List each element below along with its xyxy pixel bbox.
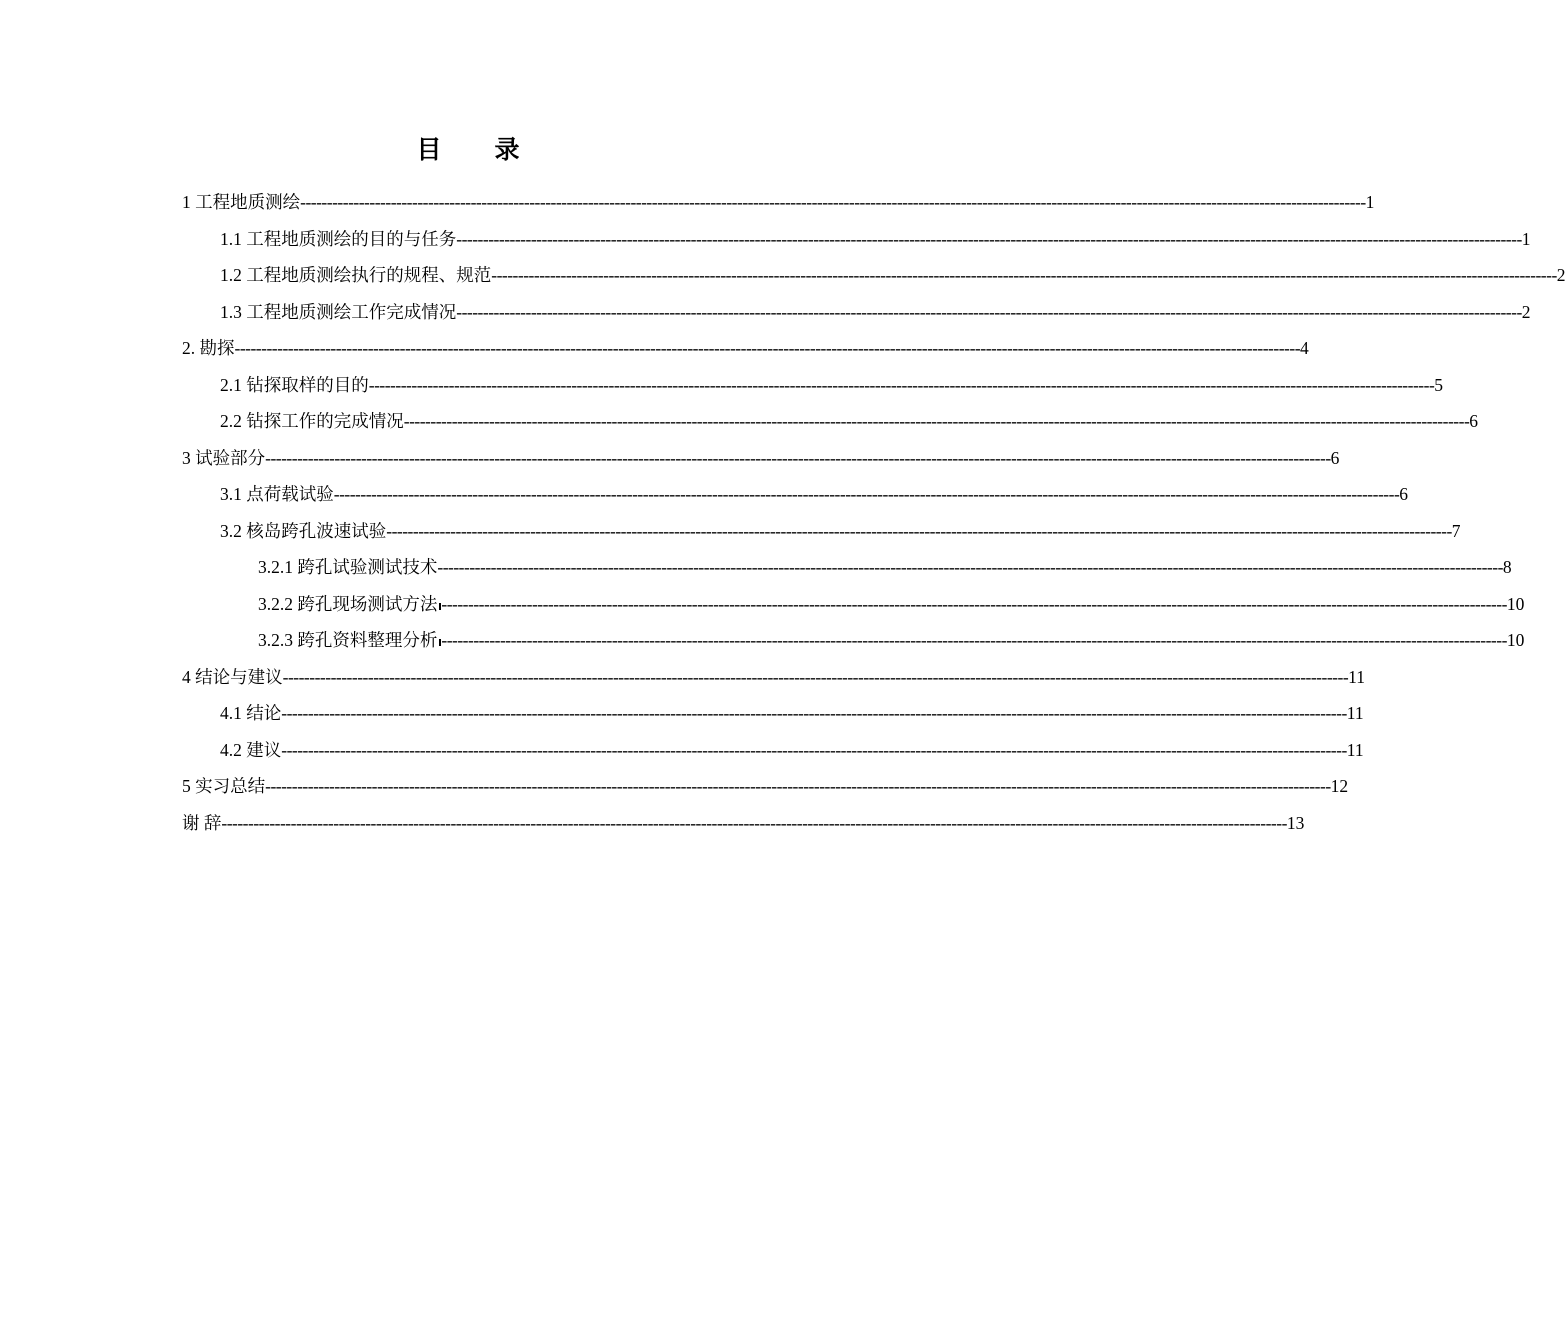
toc-leader: --------------------------------------------------------------------------------------------------------------------------------------------------------------------------------------------------------: [403, 411, 1470, 431]
toc-entry-page-number: 7: [1451, 520, 1461, 541]
toc-entry-page-number: 1: [1521, 228, 1531, 249]
toc-entry-page-number: 2: [1521, 301, 1531, 322]
toc-leader: --------------------------------------------------------------------------------------------------------------------------------------------------------------------------------------------------------: [234, 338, 1301, 358]
toc-entry[interactable]: [182, 476, 1409, 513]
toc-leader: --------------------------------------------------------------------------------------------------------------------------------------------------------------------------------------------------------: [441, 593, 1507, 614]
toc-entry-label: 谢 辞: [182, 812, 222, 833]
toc-leader: --------------------------------------------------------------------------------------------------------------------------------------------------------------------------------------------------------: [456, 301, 1522, 322]
toc-entry-label: 3.2.2 跨孔现场测试方法: [258, 593, 438, 614]
toc-entry-label: 2.2 钻探工作的完成情况: [220, 411, 404, 431]
toc-entry-label: 5 实习总结: [182, 776, 266, 796]
toc-entry-page-number: 11: [1346, 703, 1364, 723]
toc-entry-page-number: 6: [1399, 484, 1409, 504]
toc-entry-page-number: 5: [1434, 374, 1444, 395]
toc-entry-label: 1.1 工程地质测绘的目的与任务: [220, 228, 457, 249]
toc-leader: --------------------------------------------------------------------------------------------------------------------------------------------------------------------------------------------------------: [300, 192, 1366, 212]
toc-entry[interactable]: [182, 294, 1531, 331]
toc-entry-page-number: 12: [1330, 776, 1349, 796]
toc-entry[interactable]: [182, 257, 1566, 294]
toc-entry[interactable]: [182, 695, 1364, 732]
toc-entry-page-number: 11: [1348, 666, 1366, 687]
toc-entry-page-number: 6: [1469, 411, 1479, 431]
toc-entry-page-number: 13: [1286, 812, 1305, 833]
toc-entry[interactable]: [182, 221, 1531, 258]
toc-entry-page-number: 10: [1506, 593, 1525, 614]
toc-entry-label: 3 试验部分: [182, 447, 266, 468]
toc-leader: --------------------------------------------------------------------------------------------------------------------------------------------------------------------------------------------------------: [281, 703, 1347, 723]
toc-entry-page-number: 2: [1556, 265, 1566, 285]
toc-entry[interactable]: [182, 184, 1375, 221]
toc-leader: --------------------------------------------------------------------------------------------------------------------------------------------------------------------------------------------------------: [368, 374, 1435, 395]
toc-entry-page-number: 8: [1502, 557, 1512, 577]
toc-entry[interactable]: [182, 622, 1525, 659]
toc-entry[interactable]: [182, 330, 1309, 367]
toc-entry-label: 3.2 核岛跨孔波速试验: [220, 520, 387, 541]
toc-entry-page-number: 10: [1506, 630, 1525, 650]
toc-entry-label: 3.1 点荷载试验: [220, 484, 334, 504]
toc-leader: --------------------------------------------------------------------------------------------------------------------------------------------------------------------------------------------------------: [221, 812, 1287, 833]
toc-entry-page-number: 11: [1346, 739, 1364, 760]
toc-entry[interactable]: [182, 805, 1305, 842]
toc-leader: --------------------------------------------------------------------------------------------------------------------------------------------------------------------------------------------------------: [456, 228, 1522, 249]
toc-entry[interactable]: [182, 549, 1512, 586]
toc-leader: --------------------------------------------------------------------------------------------------------------------------------------------------------------------------------------------------------: [491, 265, 1557, 285]
toc-entry[interactable]: [182, 440, 1340, 477]
toc-leader: --------------------------------------------------------------------------------------------------------------------------------------------------------------------------------------------------------: [441, 630, 1507, 650]
toc-entry-page-number: 4: [1300, 338, 1309, 358]
toc-leader: --------------------------------------------------------------------------------------------------------------------------------------------------------------------------------------------------------: [265, 776, 1331, 796]
toc-entry-label: 4.2 建议: [220, 739, 282, 760]
toc-leader: --------------------------------------------------------------------------------------------------------------------------------------------------------------------------------------------------------: [281, 739, 1347, 760]
toc-leader: --------------------------------------------------------------------------------------------------------------------------------------------------------------------------------------------------------: [386, 520, 1452, 541]
toc-entry-label: 1.2 工程地质测绘执行的规程、规范: [220, 265, 492, 285]
toc-entry[interactable]: [182, 513, 1461, 550]
toc-entry-label: 1 工程地质测绘: [182, 192, 301, 212]
table-of-contents: [182, 184, 1566, 841]
toc-entry-label: 2. 勘探: [182, 338, 235, 358]
toc-entry-page-number: 1: [1365, 192, 1375, 212]
toc-entry-label: 2.1 钻探取样的目的: [220, 374, 369, 395]
toc-entry[interactable]: [182, 768, 1349, 805]
toc-entry-page-number: 6: [1330, 447, 1340, 468]
toc-entry-label: 4 结论与建议: [182, 666, 283, 687]
toc-entry[interactable]: [182, 403, 1479, 440]
page-title: 目 录: [416, 137, 534, 164]
toc-leader: --------------------------------------------------------------------------------------------------------------------------------------------------------------------------------------------------------: [437, 557, 1503, 577]
toc-entry[interactable]: [182, 659, 1366, 696]
toc-entry-label: 1.3 工程地质测绘工作完成情况: [220, 301, 457, 322]
toc-entry[interactable]: [182, 586, 1525, 623]
toc-entry[interactable]: [182, 367, 1444, 404]
toc-entry-label: 4.1 结论: [220, 703, 282, 723]
toc-entry[interactable]: [182, 732, 1364, 769]
toc-entry-label: 3.2.3 跨孔资料整理分析: [258, 630, 438, 650]
toc-leader: --------------------------------------------------------------------------------------------------------------------------------------------------------------------------------------------------------: [282, 666, 1349, 687]
toc-leader: --------------------------------------------------------------------------------------------------------------------------------------------------------------------------------------------------------: [265, 447, 1331, 468]
toc-entry-label: 3.2.1 跨孔试验测试技术: [258, 557, 438, 577]
toc-leader: --------------------------------------------------------------------------------------------------------------------------------------------------------------------------------------------------------: [333, 484, 1400, 504]
